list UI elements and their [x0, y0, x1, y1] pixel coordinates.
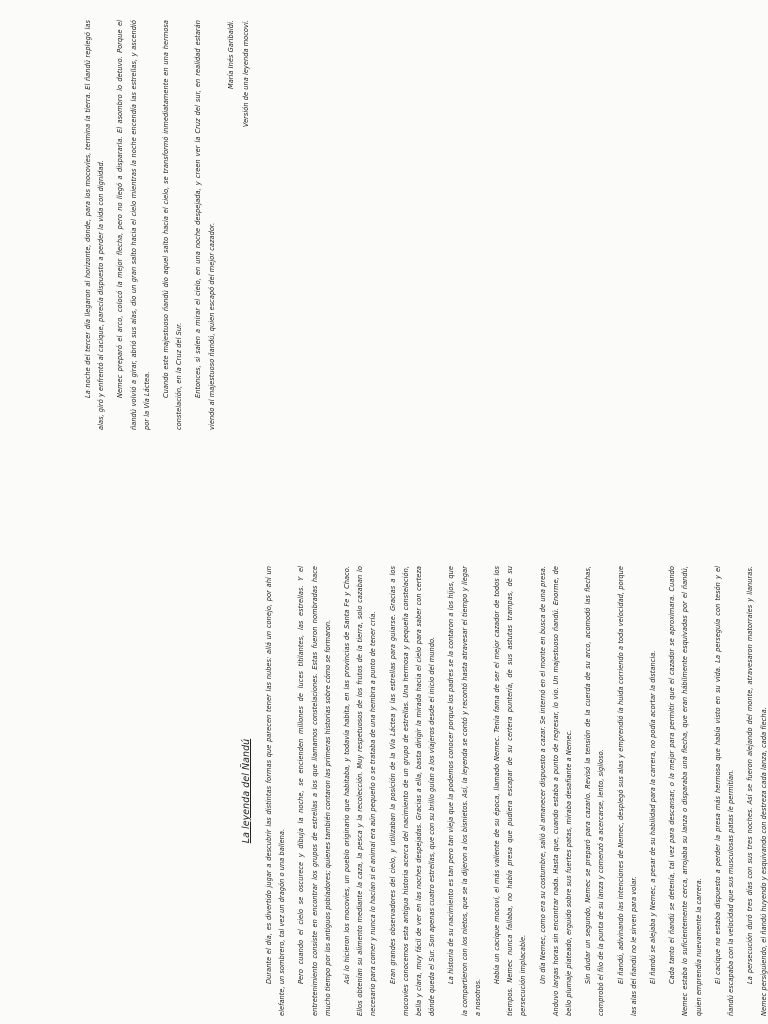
document-title	[240, 566, 254, 1016]
paragraph: El ñandú se alejaba y Nemec, a pesar de su habilidad para la carrera, no podía acortar la distancia.	[649, 650, 658, 984]
paragraph: Eran grandes observadores del cielo, y utilizaban la posición de la Vía Láctea y las estrellas para guiarse. Gracias a los mocovíes conocemos esta antigua historia acerca del nacimiento de un grupo de estrellas. Una hermosa y pequeña constelación, bella y clara, muy fácil de ver en las noches despejadas. Gracias a ella, basta dirigir la mirada hacia el cielo para saber con certeza dónde queda el Sur. Son apenas cuatro estrellas, que con su brillo guían a los viajeros desde el inicio del mundo.	[388, 566, 437, 1016]
paragraph: Pero cuando el cielo se oscurece y dibuja la noche, se encienden millones de luces titilantes, las estrellas. Y el entretenimiento consiste en encontrar los grupos de estrellas a los que llamamos constelaciones. Estas fueron nombradas hace mucho tiempo por los antiguos pobladores; quienes también contaron las primeras historias sobre cómo se formaron.	[297, 566, 332, 1016]
paragraph: El cacique no estaba dispuesto a perder la presa más hermosa que había visto en su vida. La perseguía con tesón y el ñandú escapaba con la velocidad que sus musculosas patas le permitían.	[713, 566, 736, 1016]
paragraph: Cada tanto el ñandú se detenía, tal vez para descansar, o la mejor para permitir que el cazador se aproximara. Cuando Nemec estaba lo suficientemente cerca, arrojaba su lanza o disparaba una flecha, que eran hábilmente esquivadas por el ñandú, quien emprendía nuevamente la carrera.	[668, 566, 703, 1016]
paragraph: Había un cacique mocoví, el más valiente de su época, llamado Nemec. Tenía fama de ser el mejor cazador de todos los tiempos. Nemec nunca fallaba, no había presa que pudiera escapar de su certera puntería, de sus astutas trampas, de su persecución implacable.	[493, 566, 528, 1016]
paragraph: Así lo hicieron los mocovíes, un pueblo originario que habitaba, y todavía habita, en las provincias de Santa Fe y Chaco. Ellos obtenían su alimento mediante la caza, la pesca y la recolección. Muy respetuosos de los frutos de la tierra, solo cazaban lo necesario para comer y nunca lo hacían si el animal era aún pequeño o se trataba de una hembra a punto de tener cría.	[343, 566, 378, 1016]
paragraph: La historia de su nacimiento es tan pero tan vieja que la podemos conocer porque los padres se la contaron a los hijos, que la compartieron con los nietos, que se la dijeron a los bisnietos. Así, la leyenda se contó y recontó hasta atravesar el tiempo y llegar a nosotros.	[447, 566, 482, 1016]
left-column	[0, 566, 768, 1016]
title-text: La leyenda del Ñandú	[241, 738, 252, 844]
paragraph: Entonces, si salen a mirar el cielo, en una noche despejada, y creen ver la Cruz del sur, en realidad estarán viendo al majestuoso ñandú, quien escapó del mejor cazador.	[194, 20, 216, 430]
paragraph: Nemec preparó el arco, colocó la mejor flecha, pero no llegó a dispararla. El asombro lo detuvo. Porque el ñandú volvió a girar, abrió sus alas, dio un gran salto hacia el cielo mientras la noche encendía las estrellas, y ascendió por la Vía Láctea.	[116, 20, 151, 430]
paragraph: La noche del tercer día llegaron al horizonte, donde, para los mocovíes, termina la tierra. El ñandú replegó las alas, giró y enfrentó al cacique, parecía dispuesto a perder la vida con dignidad.	[84, 20, 106, 430]
paragraph: Durante el día, es divertido jugar a descubrir las distintas formas que parecen tener las nubes: allá un conejo, por ahí un elefante, un sombrero, tal vez un dragón o una ballena.	[265, 566, 287, 1016]
paragraph: La persecución duró tres días con sus tres noches. Así se fueron alejando del monte, atravesaron matorrales y llanuras. Nemec persiguiendo, el ñandú huyendo y esquivando con destreza cada lanza, cada flecha.	[746, 566, 768, 1016]
author-signature: María Inés Garibaldi.	[226, 20, 235, 90]
right-column	[0, 20, 253, 430]
paragraph: Sin dudar un segundo, Nemec se preparó para cazarlo. Revisó la tensión de la cuerda de su arco, acomodó las flechas, comprobó el filo de la punta de su lanza y comenzó a acercarse, lento, sigiloso.	[584, 566, 606, 1016]
version-note: Versión de una leyenda mocoví.	[242, 20, 251, 128]
paragraph: Cuando este majestuoso ñandú dio aquel salto hacia el cielo, se transformó inmediatamente en una hermosa constelación, en la Cruz del Sur.	[162, 20, 184, 430]
paragraph: Un día Nemec, como era su costumbre, salió al amanecer dispuesto a cazar. Se internó en el monte en busca de una presa. Anduvo largas horas sin encontrar nada. Hasta que, cuando estaba a punto de regresar, lo vio. Un majestuoso ñandú. Enorme, de bello plumaje plateado, erguido sobre sus fuertes patas, miraba desafiante a Nemec.	[538, 566, 574, 1016]
paragraph: El ñandú, adivinando las intenciones de Nemec, desplegó sus alas y emprendió la huida corriendo a toda velocidad, porque las alas del ñandú no le sirven para volar.	[616, 566, 638, 1016]
